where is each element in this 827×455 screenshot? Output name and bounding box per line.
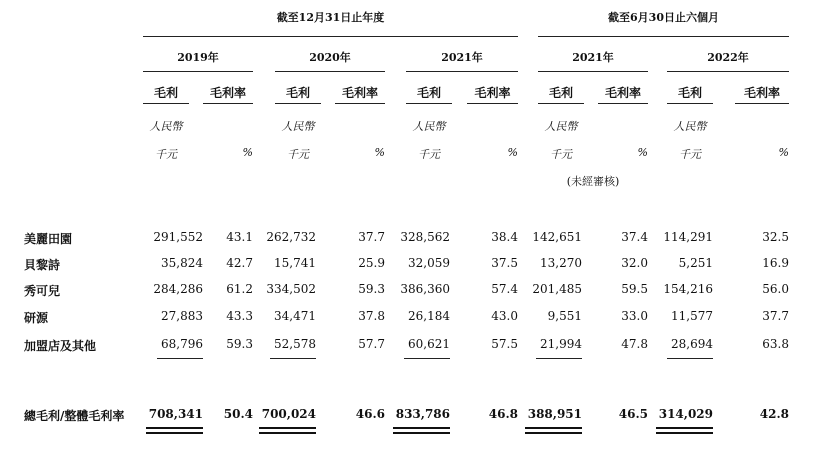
margin-cell: 32.5 bbox=[762, 230, 789, 244]
unit-percent: % bbox=[242, 146, 253, 159]
margin-cell: 43.1 bbox=[226, 230, 253, 244]
total-double-rule bbox=[656, 427, 713, 434]
column-header-gross-profit: 毛利 bbox=[416, 86, 441, 100]
column-header-rule bbox=[598, 103, 648, 104]
year-header-rule bbox=[538, 71, 648, 72]
period-header-annual: 截至12月31日止年度 bbox=[276, 11, 385, 24]
margin-cell: 43.3 bbox=[226, 309, 253, 323]
gross-profit-cell: 60,621 bbox=[408, 337, 450, 351]
unit-currency: 人民幣 bbox=[281, 120, 315, 133]
gross-profit-cell: 154,216 bbox=[663, 282, 713, 296]
unit-thousands: 千元 bbox=[550, 148, 572, 161]
margin-cell: 25.9 bbox=[358, 256, 385, 270]
year-header-rule bbox=[275, 71, 385, 72]
gross-profit-cell: 142,651 bbox=[532, 230, 582, 244]
gross-profit-cell: 52,578 bbox=[274, 337, 316, 351]
gross-profit-cell: 262,732 bbox=[266, 230, 316, 244]
year-header: 2022年 bbox=[707, 51, 749, 64]
column-header-margin: 毛利率 bbox=[209, 86, 246, 100]
total-gross-profit-cell: 700,024 bbox=[261, 407, 316, 421]
total-double-rule bbox=[146, 427, 203, 434]
total-double-rule bbox=[393, 427, 450, 434]
column-header-margin: 毛利率 bbox=[474, 86, 511, 100]
gross-profit-cell: 291,552 bbox=[153, 230, 203, 244]
column-header-rule bbox=[538, 103, 584, 104]
gross-profit-cell: 28,694 bbox=[671, 337, 713, 351]
subtotal-rule bbox=[667, 358, 713, 359]
column-header-rule bbox=[406, 103, 452, 104]
margin-cell: 59.3 bbox=[358, 282, 385, 296]
column-header-rule bbox=[143, 103, 189, 104]
gross-profit-cell: 32,059 bbox=[408, 256, 450, 270]
unit-percent: % bbox=[507, 146, 518, 159]
unit-thousands: 千元 bbox=[287, 148, 309, 161]
gross-profit-cell: 11,577 bbox=[671, 309, 713, 323]
margin-cell: 32.0 bbox=[621, 256, 648, 270]
margin-cell: 57.4 bbox=[491, 282, 518, 296]
column-header-gross-profit: 毛利 bbox=[677, 86, 702, 100]
unaudited-note: (未經審核) bbox=[566, 175, 620, 188]
year-header: 2019年 bbox=[177, 51, 219, 64]
total-gross-profit-cell: 314,029 bbox=[658, 407, 713, 421]
gross-profit-cell: 9,551 bbox=[547, 309, 582, 323]
subtotal-rule bbox=[270, 358, 316, 359]
column-header-rule bbox=[667, 103, 713, 104]
margin-cell: 42.7 bbox=[226, 256, 253, 270]
margin-cell: 63.8 bbox=[762, 337, 789, 351]
total-margin-cell: 46.8 bbox=[488, 407, 518, 421]
margin-cell: 37.7 bbox=[762, 309, 789, 323]
margin-cell: 16.9 bbox=[762, 256, 789, 270]
gross-profit-cell: 386,360 bbox=[400, 282, 450, 296]
gross-profit-cell: 13,270 bbox=[540, 256, 582, 270]
gross-profit-cell: 5,251 bbox=[678, 256, 713, 270]
year-header: 2021年 bbox=[572, 51, 614, 64]
unit-percent: % bbox=[637, 146, 648, 159]
total-gross-profit-cell: 833,786 bbox=[395, 407, 450, 421]
column-header-rule bbox=[735, 103, 789, 104]
margin-cell: 61.2 bbox=[226, 282, 253, 296]
total-margin-cell: 46.6 bbox=[355, 407, 385, 421]
unit-thousands: 千元 bbox=[418, 148, 440, 161]
column-header-rule bbox=[335, 103, 385, 104]
margin-cell: 43.0 bbox=[491, 309, 518, 323]
unit-thousands: 千元 bbox=[679, 148, 701, 161]
margin-cell: 38.4 bbox=[491, 230, 518, 244]
total-margin-cell: 42.8 bbox=[759, 407, 789, 421]
margin-cell: 57.7 bbox=[358, 337, 385, 351]
unit-thousands: 千元 bbox=[155, 148, 177, 161]
margin-cell: 59.5 bbox=[621, 282, 648, 296]
year-header-rule bbox=[667, 71, 789, 72]
margin-cell: 47.8 bbox=[621, 337, 648, 351]
subtotal-rule bbox=[536, 358, 582, 359]
gross-profit-cell: 26,184 bbox=[408, 309, 450, 323]
year-header-rule bbox=[143, 71, 253, 72]
gross-profit-cell: 35,824 bbox=[161, 256, 203, 270]
period-header-half-year: 截至6月30日止六個月 bbox=[608, 11, 719, 24]
column-header-margin: 毛利率 bbox=[604, 86, 641, 100]
gross-profit-cell: 21,994 bbox=[540, 337, 582, 351]
gross-profit-cell: 284,286 bbox=[153, 282, 203, 296]
column-header-rule bbox=[203, 103, 253, 104]
total-gross-profit-cell: 708,341 bbox=[148, 407, 203, 421]
margin-cell: 37.8 bbox=[358, 309, 385, 323]
row-label: 加盟店及其他 bbox=[24, 339, 97, 353]
margin-cell: 37.4 bbox=[621, 230, 648, 244]
column-header-gross-profit: 毛利 bbox=[285, 86, 310, 100]
unit-percent: % bbox=[374, 146, 385, 159]
year-header-rule bbox=[406, 71, 518, 72]
unit-percent: % bbox=[778, 146, 789, 159]
year-header: 2020年 bbox=[309, 51, 351, 64]
gross-profit-cell: 328,562 bbox=[400, 230, 450, 244]
gross-profit-cell: 334,502 bbox=[266, 282, 316, 296]
row-label: 貝黎詩 bbox=[24, 258, 61, 272]
column-header-margin: 毛利率 bbox=[341, 86, 378, 100]
margin-cell: 37.5 bbox=[491, 256, 518, 270]
row-label: 秀可兒 bbox=[24, 284, 61, 298]
unit-currency: 人民幣 bbox=[673, 120, 707, 133]
period-header-annual-rule bbox=[143, 36, 518, 37]
gross-profit-cell: 34,471 bbox=[274, 309, 316, 323]
column-header-rule bbox=[275, 103, 321, 104]
gross-profit-cell: 68,796 bbox=[161, 337, 203, 351]
column-header-gross-profit: 毛利 bbox=[548, 86, 573, 100]
gross-profit-cell: 114,291 bbox=[663, 230, 713, 244]
total-gross-profit-cell: 388,951 bbox=[527, 407, 582, 421]
total-double-rule bbox=[525, 427, 582, 434]
margin-cell: 56.0 bbox=[762, 282, 789, 296]
row-label: 美麗田園 bbox=[24, 232, 73, 246]
year-header: 2021年 bbox=[441, 51, 483, 64]
subtotal-rule bbox=[157, 358, 203, 359]
total-row-label: 總毛利/整體毛利率 bbox=[24, 409, 125, 423]
total-margin-cell: 46.5 bbox=[618, 407, 648, 421]
margin-cell: 57.5 bbox=[491, 337, 518, 351]
total-double-rule bbox=[259, 427, 316, 434]
column-header-gross-profit: 毛利 bbox=[153, 86, 178, 100]
gross-profit-cell: 201,485 bbox=[532, 282, 582, 296]
column-header-margin: 毛利率 bbox=[743, 86, 780, 100]
unit-currency: 人民幣 bbox=[149, 120, 183, 133]
margin-cell: 59.3 bbox=[226, 337, 253, 351]
gross-profit-cell: 27,883 bbox=[161, 309, 203, 323]
row-label: 研源 bbox=[24, 311, 49, 325]
total-margin-cell: 50.4 bbox=[223, 407, 253, 421]
unit-currency: 人民幣 bbox=[544, 120, 578, 133]
margin-cell: 37.7 bbox=[358, 230, 385, 244]
margin-cell: 33.0 bbox=[621, 309, 648, 323]
gross-profit-cell: 15,741 bbox=[274, 256, 316, 270]
period-header-half-year-rule bbox=[538, 36, 789, 37]
subtotal-rule bbox=[404, 358, 450, 359]
column-header-rule bbox=[467, 103, 518, 104]
unit-currency: 人民幣 bbox=[412, 120, 446, 133]
